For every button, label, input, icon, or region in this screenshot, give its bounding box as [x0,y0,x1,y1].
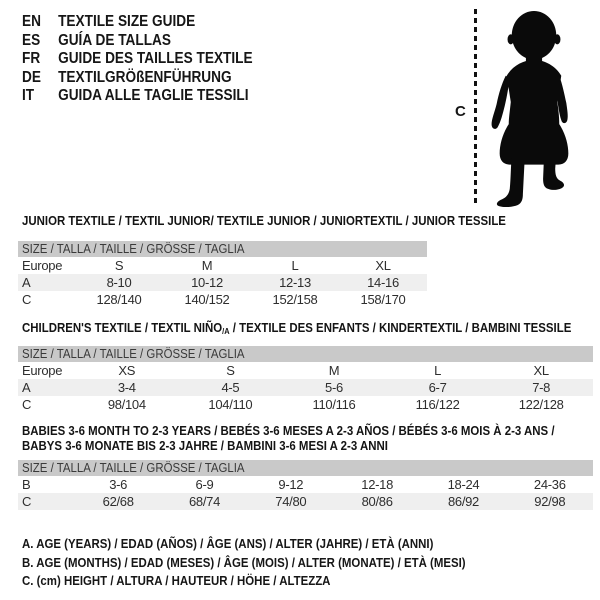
babies-table [18,460,593,510]
table-cell: 86/92 [447,494,479,509]
table-row [18,274,427,291]
language-row-it [22,87,253,106]
height-measure-dashed-line [474,9,477,206]
table-cell: L [434,363,442,378]
row-label: C [22,292,32,307]
table-cell: 18-24 [447,477,480,492]
size-header-bar: SIZE / TALLA / TAILLE / GRÖSSE / TAGLIA [18,346,593,362]
subscript: /A [222,326,230,337]
table-cell: 9-12 [278,477,304,492]
table-row [18,396,593,413]
children-table-title: CHILDREN'S TEXTILE / TEXTIL NIÑO/A / TEXTILE DES ENFANTS / KINDERTEXTIL / BAMBINI TESSILE [22,320,572,337]
table-cell: 14-16 [367,275,399,290]
language-code: EN [22,13,41,30]
baby-silhouette-icon [488,5,580,207]
language-label: TEXTILE SIZE GUIDE [58,13,196,30]
height-measure-label: C [455,103,466,120]
table-row [18,257,427,274]
table-cell: 80/86 [361,494,393,509]
children-table [18,346,593,413]
table-cell: 128/140 [96,292,142,307]
table-cell: 68/74 [188,494,221,509]
language-label: GUIDA ALLE TAGLIE TESSILI [58,87,249,104]
table-cell: 152/158 [272,292,318,307]
table-row [18,476,593,493]
size-header-bar: SIZE / TALLA / TAILLE / GRÖSSE / TAGLIA [18,241,427,257]
table-cell: S [226,363,235,378]
table-cell: 5-6 [325,380,343,395]
language-row-en [22,13,253,32]
table-cell: 6-9 [195,477,214,492]
table-cell: 12-13 [279,275,311,290]
row-label: C [22,397,32,412]
junior-table-title: JUNIOR TEXTILE / TEXTIL JUNIOR/ TEXTILE JUNIOR / JUNIORTEXTIL / JUNIOR TESSILE [22,213,506,228]
table-cell: 104/110 [208,397,253,412]
table-cell: 98/104 [107,397,146,412]
table-cell: 6-7 [428,380,447,395]
table-cell: S [114,258,124,273]
row-label: C [22,494,32,509]
table-cell: 3-6 [109,477,128,492]
table-cell: 140/152 [184,292,230,307]
table-cell: 12-18 [361,477,394,492]
row-label: Europe [22,363,63,378]
row-label: A [22,380,31,395]
table-cell: L [291,258,299,273]
table-row [18,291,427,308]
babies-table-title: BABIES 3-6 MONTH TO 2-3 YEARS / BEBÉS 3-6 MESES A 2-3 AÑOS / BÉBÉS 3-6 MOIS À 2-3 ANS / BABYS 3-6 MONATE BIS 2-3 JAHRE / BAMBINI 3-6 MESI A 2-3 ANNI [22,423,555,453]
table-cell: XL [375,258,391,273]
table-cell: 74/80 [275,494,307,509]
row-label: A [22,275,31,290]
language-label: GUÍA DE TALLAS [58,31,171,49]
table-cell: 158/170 [360,292,406,307]
language-code: DE [22,68,41,86]
language-code: FR [22,50,41,67]
language-row-fr [22,50,253,69]
table-cell: 62/68 [102,494,134,509]
table-row [18,493,593,510]
table-cell: 24-36 [533,477,566,492]
table-cell: XS [118,363,136,378]
note-age-months: B. AGE (MONTHS) / EDAD (MESES) / ÂGE (MOIS) / ALTER (MONATE) / ETÀ (MESI) [22,554,466,570]
table-cell: 122/128 [518,397,564,412]
size-header-bar: SIZE / TALLA / TAILLE / GRÖSSE / TAGLIA [18,460,593,476]
language-code: ES [22,31,41,49]
table-cell: 4-5 [221,380,240,395]
legend-notes [22,535,526,591]
table-cell: 110/116 [312,397,356,412]
language-row-es [22,32,253,51]
note-age-years: A. AGE (YEARS) / EDAD (AÑOS) / ÂGE (ANS) / ALTER (JAHRE) / ETÀ (ANNI) [22,536,434,551]
table-cell: M [201,258,213,273]
note-height-cm: C. (cm) HEIGHT / ALTURA / HAUTEUR / HÖHE / ALTEZZA [22,573,331,588]
row-label: B [22,477,31,492]
language-label: TEXTILGRÖßENFÜHRUNG [58,68,232,86]
language-list [22,13,253,106]
table-cell: XL [533,363,549,378]
table-cell: 7-8 [532,380,551,395]
table-cell: 3-4 [117,380,136,395]
language-code: IT [22,87,35,104]
table-row [18,362,593,379]
table-cell: 8-10 [106,275,132,290]
language-label: GUIDE DES TAILLES TEXTILE [58,50,253,67]
table-cell: 116/122 [415,397,460,412]
table-cell: 10-12 [191,275,223,290]
table-row [18,379,593,396]
table-cell: 92/98 [534,494,566,509]
language-row-de [22,69,253,88]
table-cell: M [328,363,340,378]
row-label: Europe [22,258,63,273]
junior-table [18,241,427,308]
